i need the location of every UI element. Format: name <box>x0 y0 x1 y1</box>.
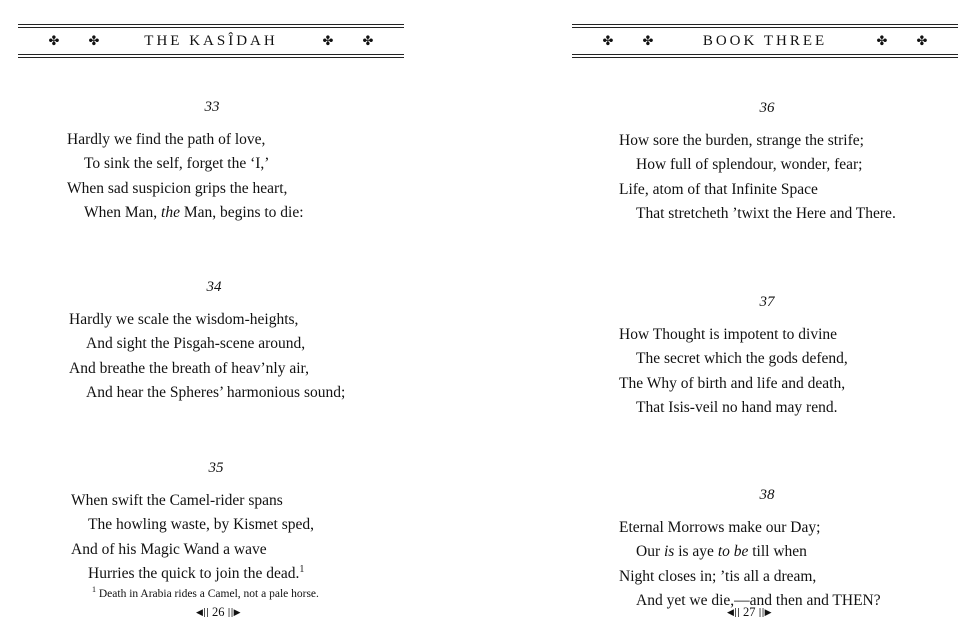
page-number <box>196 605 241 620</box>
verse-text: Our <box>636 543 664 560</box>
footnote-marker: 1 <box>92 585 96 595</box>
verse-text: Man, begins to die: <box>179 204 304 221</box>
folio-ornament-icon: ◀|| <box>196 607 209 618</box>
header-rule <box>572 27 958 28</box>
header-rule <box>572 54 958 55</box>
stanza <box>71 456 371 587</box>
footnote-text: Death in Arabia rides a Camel, not a pale horse. <box>96 588 319 600</box>
stanza <box>619 290 939 421</box>
verse-emphasis: is <box>663 543 675 560</box>
verse-line: Life, atom of that Infinite Space <box>619 180 818 198</box>
verse-line: To sink the self, forget the ‘I,’ <box>84 155 270 172</box>
verse-line: Eternal Morrows make our Day; <box>619 518 821 536</box>
verse-line: Night closes in; ’tis all a dream, <box>619 567 817 585</box>
stanza-number: 38 <box>759 487 775 503</box>
verse-line: When swift the Camel-rider spans <box>71 491 283 509</box>
verse-text: Hurries the quick to join the dead. <box>88 565 300 582</box>
header-rule <box>572 57 958 58</box>
verse-line: And yet we die,—and then and THEN? <box>636 592 881 609</box>
fleuron-icon: ✤ <box>602 33 614 49</box>
header-rule <box>572 24 958 25</box>
header-band <box>18 31 404 51</box>
verse-line: When sad suspicion grips the heart, <box>67 179 288 197</box>
verse-emphasis: the <box>161 204 180 221</box>
header-rule <box>18 24 404 25</box>
fleuron-icon: ✤ <box>916 33 928 49</box>
fleuron-icon: ✤ <box>642 33 654 49</box>
fleuron-icon: ✤ <box>322 33 334 49</box>
verse-line: Hardly we find the path of love, <box>67 130 266 148</box>
verse-line: The howling waste, by Kismet sped, <box>88 516 315 533</box>
folio-ornament-icon: ||▶ <box>758 607 772 618</box>
fleuron-icon: ✤ <box>876 33 888 49</box>
verse-emphasis: to be <box>717 543 749 560</box>
header-band <box>572 31 958 51</box>
page-number-value: 27 <box>743 605 756 619</box>
stanza-number: 37 <box>759 294 775 310</box>
verse-line <box>67 201 367 226</box>
fleuron-icon: ✤ <box>48 33 60 49</box>
stanza <box>619 96 939 227</box>
page-number-value: 26 <box>212 605 225 619</box>
header-rule <box>18 57 404 58</box>
running-title: BOOK THREE <box>702 32 828 49</box>
verse-text: is aye <box>674 543 718 560</box>
verse-text: When Man, <box>84 204 162 221</box>
verse-text: till when <box>748 543 807 560</box>
folio-ornament-icon: ◀|| <box>727 607 740 618</box>
stanza-number: 35 <box>208 460 224 476</box>
fleuron-icon: ✤ <box>88 33 100 49</box>
running-title: THE KASÎDAH <box>144 32 278 49</box>
verse-line: And sight the Pisgah-scene around, <box>86 335 306 352</box>
stanza-number: 34 <box>206 279 222 295</box>
footnote <box>92 585 319 600</box>
running-header <box>18 24 404 58</box>
verse-line <box>619 540 939 565</box>
verse-line: And hear the Spheres’ harmonious sound; <box>86 384 346 401</box>
verse-line: That stretcheth ’twixt the Here and There. <box>636 205 896 222</box>
verse-line: That Isis-veil no hand may rend. <box>636 399 838 416</box>
stanza-number: 36 <box>759 100 775 116</box>
folio-ornament-icon: ||▶ <box>227 607 241 618</box>
fleuron-icon: ✤ <box>362 33 374 49</box>
verse-line: How Thought is impotent to divine <box>619 325 837 343</box>
running-header <box>572 24 958 58</box>
page-number <box>727 605 772 620</box>
header-rule <box>18 54 404 55</box>
verse-line: The Why of birth and life and death, <box>619 374 846 392</box>
footnote-marker: 1 <box>299 563 305 575</box>
right-page <box>489 0 978 644</box>
stanza-number: 33 <box>204 99 220 115</box>
stanza <box>69 275 369 406</box>
verse-line: How full of splendour, wonder, fear; <box>636 156 863 173</box>
verse-line: How sore the burden, strange the strife; <box>619 131 864 149</box>
header-rule <box>18 27 404 28</box>
verse-line: And of his Magic Wand a wave <box>71 540 267 558</box>
verse-line: The secret which the gods defend, <box>636 350 848 367</box>
stanza <box>619 483 939 614</box>
verse-line: And breathe the breath of heav’nly air, <box>69 359 309 377</box>
verse-line: Hardly we scale the wisdom-heights, <box>69 310 299 328</box>
verse-line <box>71 562 371 587</box>
stanza <box>67 95 367 226</box>
